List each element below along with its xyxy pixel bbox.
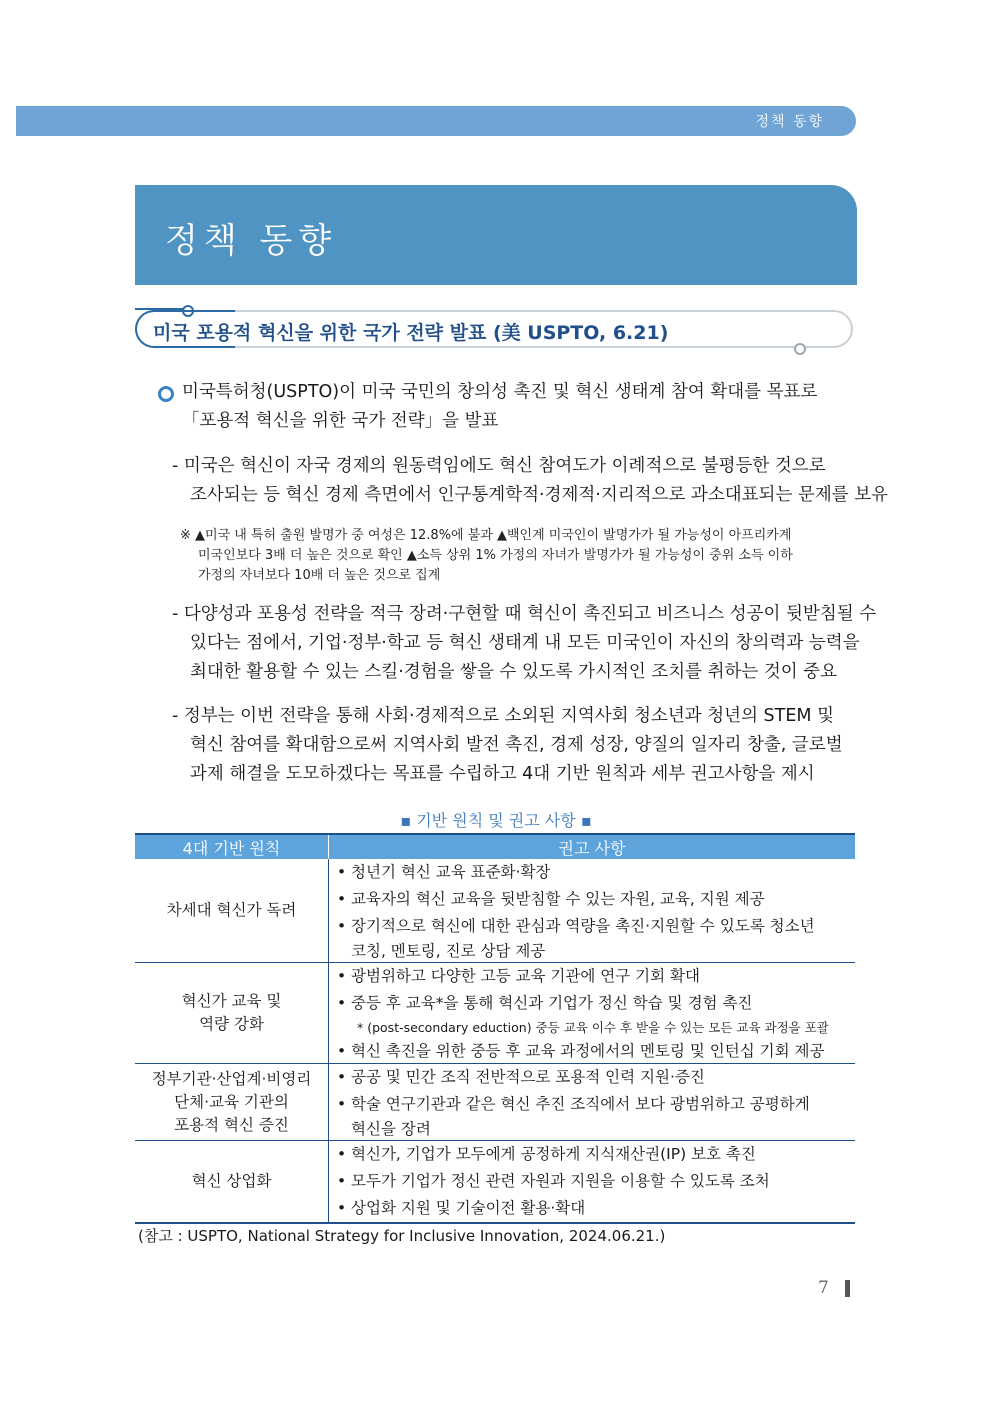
list-item: • 광범위하고 다양한 고등 교육 기관에 연구 기회 확대	[329, 963, 855, 990]
list-item: • 청년기 혁신 교육 표준화·확장	[329, 859, 855, 886]
col-header-recommendations: 권고 사항	[329, 834, 856, 859]
header-band	[16, 106, 856, 136]
page-number: 7	[818, 1278, 829, 1298]
list-item: • 장기적으로 혁신에 대한 관심과 역량을 촉진·지원할 수 있도록 청소년	[329, 913, 855, 940]
lead-paragraph	[182, 378, 817, 436]
recommendations-table	[135, 833, 855, 1224]
table-row	[135, 859, 855, 963]
list-item-footnote: * (post-secondary eduction) 중등 교육 이수 후 받을 수 있는 모든 교육 과정을 포괄	[357, 1020, 829, 1035]
dash-paragraph-1	[172, 452, 888, 510]
table-header-row	[135, 834, 855, 859]
note-paragraph	[180, 526, 793, 586]
principle-line: 역량 강화	[199, 1015, 264, 1033]
list-item: • 모두가 기업가 정신 관련 자원과 지원을 이용할 수 있도록 조처	[329, 1168, 855, 1195]
col-header-principles: 4대 기반 원칙	[135, 834, 329, 859]
page-number-bar	[845, 1280, 850, 1297]
principle-line: 혁신가 교육 및	[181, 992, 282, 1010]
recommendation-cell	[329, 963, 856, 1064]
principle-cell: 차세대 혁신가 독려	[135, 859, 329, 963]
list-item: • 공공 및 민간 조직 전반적으로 포용적 인력 지원·증진	[329, 1064, 855, 1091]
list-item: • 중등 후 교육*을 통해 혁신과 기업가 정신 학습 및 경험 촉진	[329, 990, 855, 1017]
list-item: • 상업화 지원 및 기술이전 활용·확대	[329, 1195, 855, 1222]
caption-mark-left: ▪	[400, 811, 412, 830]
circle-bullet-icon	[158, 386, 174, 402]
list-item: • 교육자의 혁신 교육을 뒷받침할 수 있는 자원, 교육, 지원 제공	[329, 886, 855, 913]
list-item-continuation: 혁신을 장려	[351, 1120, 431, 1138]
dash1-line-1: - 미국은 혁신이 자국 경제의 원동력임에도 혁신 참여도가 이례적으로 불평등한 것으로	[172, 456, 826, 476]
dash2-line-2: 있다는 점에서, 기업·정부·학교 등 혁신 생태계 내 모든 미국인이 자신의 창의력과 능력을	[190, 633, 860, 653]
recommendation-cell	[329, 1064, 856, 1141]
principle-line: 단체·교육 기관의	[174, 1092, 289, 1111]
page-title: 정책 동향	[165, 221, 338, 261]
header-section-tag: 정책 동향	[755, 114, 824, 130]
list-item: • 혁신 촉진을 위한 중등 후 교육 과정에서의 멘토링 및 인턴십 기회 제공	[329, 1039, 855, 1063]
title-block	[135, 185, 857, 285]
lead-line-2: 「포용적 혁신을 위한 국가 전략」을 발표	[182, 411, 499, 431]
recommendation-cell	[329, 1141, 856, 1224]
note-line-3: 가정의 자녀보다 10배 더 높은 것으로 집계	[198, 568, 441, 583]
principle-line: 포용적 혁신 증진	[174, 1115, 289, 1134]
caption-mark-right: ▪	[580, 811, 592, 830]
lead-line-1: 미국특허청(USPTO)이 미국 국민의 창의성 촉진 및 혁신 생태계 참여 확대를 목표로	[182, 382, 818, 402]
dash-paragraph-2	[172, 600, 876, 687]
dash3-line-2: 혁신 참여를 확대함으로써 지역사회 발전 촉진, 경제 성장, 양질의 일자리 창출, 글로벌	[190, 735, 843, 755]
list-item: • 혁신가, 기업가 모두에게 공정하게 지식재산권(IP) 보호 촉진	[329, 1141, 855, 1168]
reference-note: (참고 : USPTO, National Strategy for Inclusive Innovation, 2024.06.21.)	[138, 1227, 666, 1245]
dash3-line-3: 과제 해결을 도모하겠다는 목표를 수립하고 4대 기반 원칙과 세부 권고사항을 제시	[190, 764, 815, 784]
principle-cell	[135, 1064, 329, 1141]
list-item-continuation: 코칭, 멘토링, 진로 상담 제공	[351, 942, 546, 960]
dash2-line-1: - 다양성과 포용성 전략을 적극 장려·구현할 때 혁신이 촉진되고 비즈니스 성공이 뒷받침될 수	[172, 604, 877, 624]
section-dot-right	[794, 343, 806, 355]
note-line-1: ※ ▲미국 내 특허 출원 발명가 중 여성은 12.8%에 불과 ▲백인계 미국인이 발명가가 될 가능성이 아프리카계	[180, 528, 792, 543]
caption-text: 기반 원칙 및 권고 사항	[416, 811, 576, 830]
dash3-line-1: - 정부는 이번 전략을 통해 사회·경제적으로 소외된 지역사회 청소년과 청년의 STEM 및	[172, 706, 834, 726]
table-row	[135, 1064, 855, 1141]
section-heading: 미국 포용적 혁신을 위한 국가 전략 발표 (美 USPTO, 6.21)	[153, 322, 669, 344]
principle-cell: 혁신 상업화	[135, 1141, 329, 1224]
table-row	[135, 1141, 855, 1224]
table-row	[135, 963, 855, 1064]
dash2-line-3: 최대한 활용할 수 있는 스킬·경험을 쌓을 수 있도록 가시적인 조치를 취하는 것이 중요	[190, 662, 838, 682]
principle-cell	[135, 963, 329, 1064]
recommendation-cell	[329, 859, 856, 963]
dash-paragraph-3	[172, 702, 843, 789]
table-caption	[0, 808, 992, 831]
dash1-line-2: 조사되는 등 혁신 경제 측면에서 인구통계학적·경제적·지리적으로 과소대표되는 문제를 보유	[190, 485, 889, 505]
principle-line: 정부기관·산업계·비영리	[151, 1069, 312, 1088]
note-line-2: 미국인보다 3배 더 높은 것으로 확인 ▲소득 상위 1% 가정의 자녀가 발명가가 될 가능성이 중위 소득 이하	[198, 548, 793, 563]
list-item: • 학술 연구기관과 같은 혁신 추진 조직에서 보다 광범위하고 공평하게	[329, 1091, 855, 1118]
